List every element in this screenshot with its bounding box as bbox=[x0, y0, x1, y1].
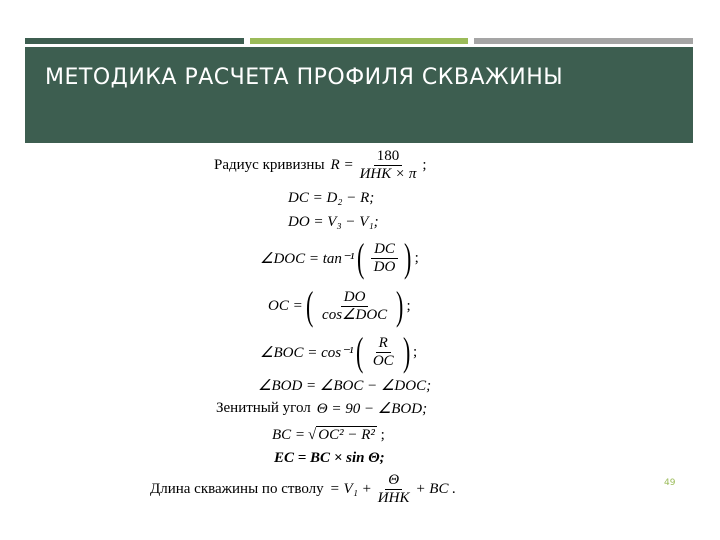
length-rhs: + BC . bbox=[415, 481, 456, 497]
accent-bar-light-green bbox=[250, 38, 468, 44]
formula-ec: EC = BC × sin Θ; bbox=[274, 450, 385, 466]
radius-lhs: R = bbox=[330, 157, 354, 173]
formula-do: DO = V₃ − V₁; bbox=[288, 214, 379, 230]
boc-fraction bbox=[370, 335, 397, 370]
oc-fraction bbox=[319, 289, 390, 324]
doc-fraction bbox=[371, 241, 399, 276]
formula-block bbox=[150, 146, 620, 526]
accent-bar-dark-green bbox=[25, 38, 244, 44]
formula-bc: BC = √ OC² − R² ; bbox=[272, 426, 385, 443]
bc-lhs: BC = bbox=[272, 426, 306, 443]
length-denominator: ИНК bbox=[377, 490, 410, 506]
oc-denominator: cos∠DOC bbox=[322, 306, 388, 323]
oc-lhs: OC = bbox=[268, 297, 303, 314]
formula-oc: OC = ( $\frac{DO}{\text{cos∠DOC}}$ ) ; bbox=[268, 283, 411, 328]
length-label: Длина скважины по стволу bbox=[150, 481, 324, 497]
formula-doc: ∠DOC = tan⁻¹ ( $\frac{DC}{DO}$ ) ; bbox=[260, 235, 419, 280]
doc-lhs: ∠DOC = tan⁻¹ bbox=[260, 250, 355, 267]
length-numerator: Θ bbox=[385, 472, 402, 490]
radius-denominator: ИНК × π bbox=[359, 166, 417, 182]
radius-numerator: 180 bbox=[374, 148, 403, 166]
theta-expression: Θ = 90 − ∠BOD; bbox=[316, 401, 428, 417]
slide-title: МЕТОДИКА РАСЧЕТА ПРОФИЛЯ СКВАЖИНЫ bbox=[45, 65, 564, 90]
radius-label: Радиус кривизны bbox=[214, 157, 325, 173]
boc-lhs: ∠BOC = cos⁻¹ bbox=[260, 344, 354, 361]
formula-theta bbox=[216, 399, 427, 418]
formula-radius: Радиус кривизны R = $\frac{180}{\text{ИНК × π}}$ ; bbox=[214, 148, 427, 182]
accent-bar-gray bbox=[474, 38, 693, 44]
title-band bbox=[25, 47, 693, 143]
page-number: 49 bbox=[664, 478, 676, 488]
length-fraction bbox=[375, 472, 413, 507]
formula-length bbox=[150, 472, 456, 507]
boc-denominator: OC bbox=[372, 352, 394, 369]
doc-numerator: DC bbox=[371, 241, 398, 259]
formula-boc: ∠BOC = cos⁻¹ ( $\frac{R}{OC}$ ) ; bbox=[260, 329, 418, 374]
boc-numerator: R bbox=[376, 335, 391, 353]
radius-fraction bbox=[357, 148, 420, 183]
oc-numerator: DO bbox=[341, 289, 369, 307]
formula-bod: ∠BOD = ∠BOC − ∠DOC; bbox=[258, 378, 432, 394]
angle-label: Зенитный угол bbox=[216, 400, 311, 416]
length-lhs: = V₁ + bbox=[329, 481, 372, 497]
bc-radicand: OC² − R² bbox=[318, 427, 375, 443]
formula-dc: DC = D₂ − R; bbox=[288, 190, 375, 206]
doc-denominator: DO bbox=[373, 258, 396, 275]
